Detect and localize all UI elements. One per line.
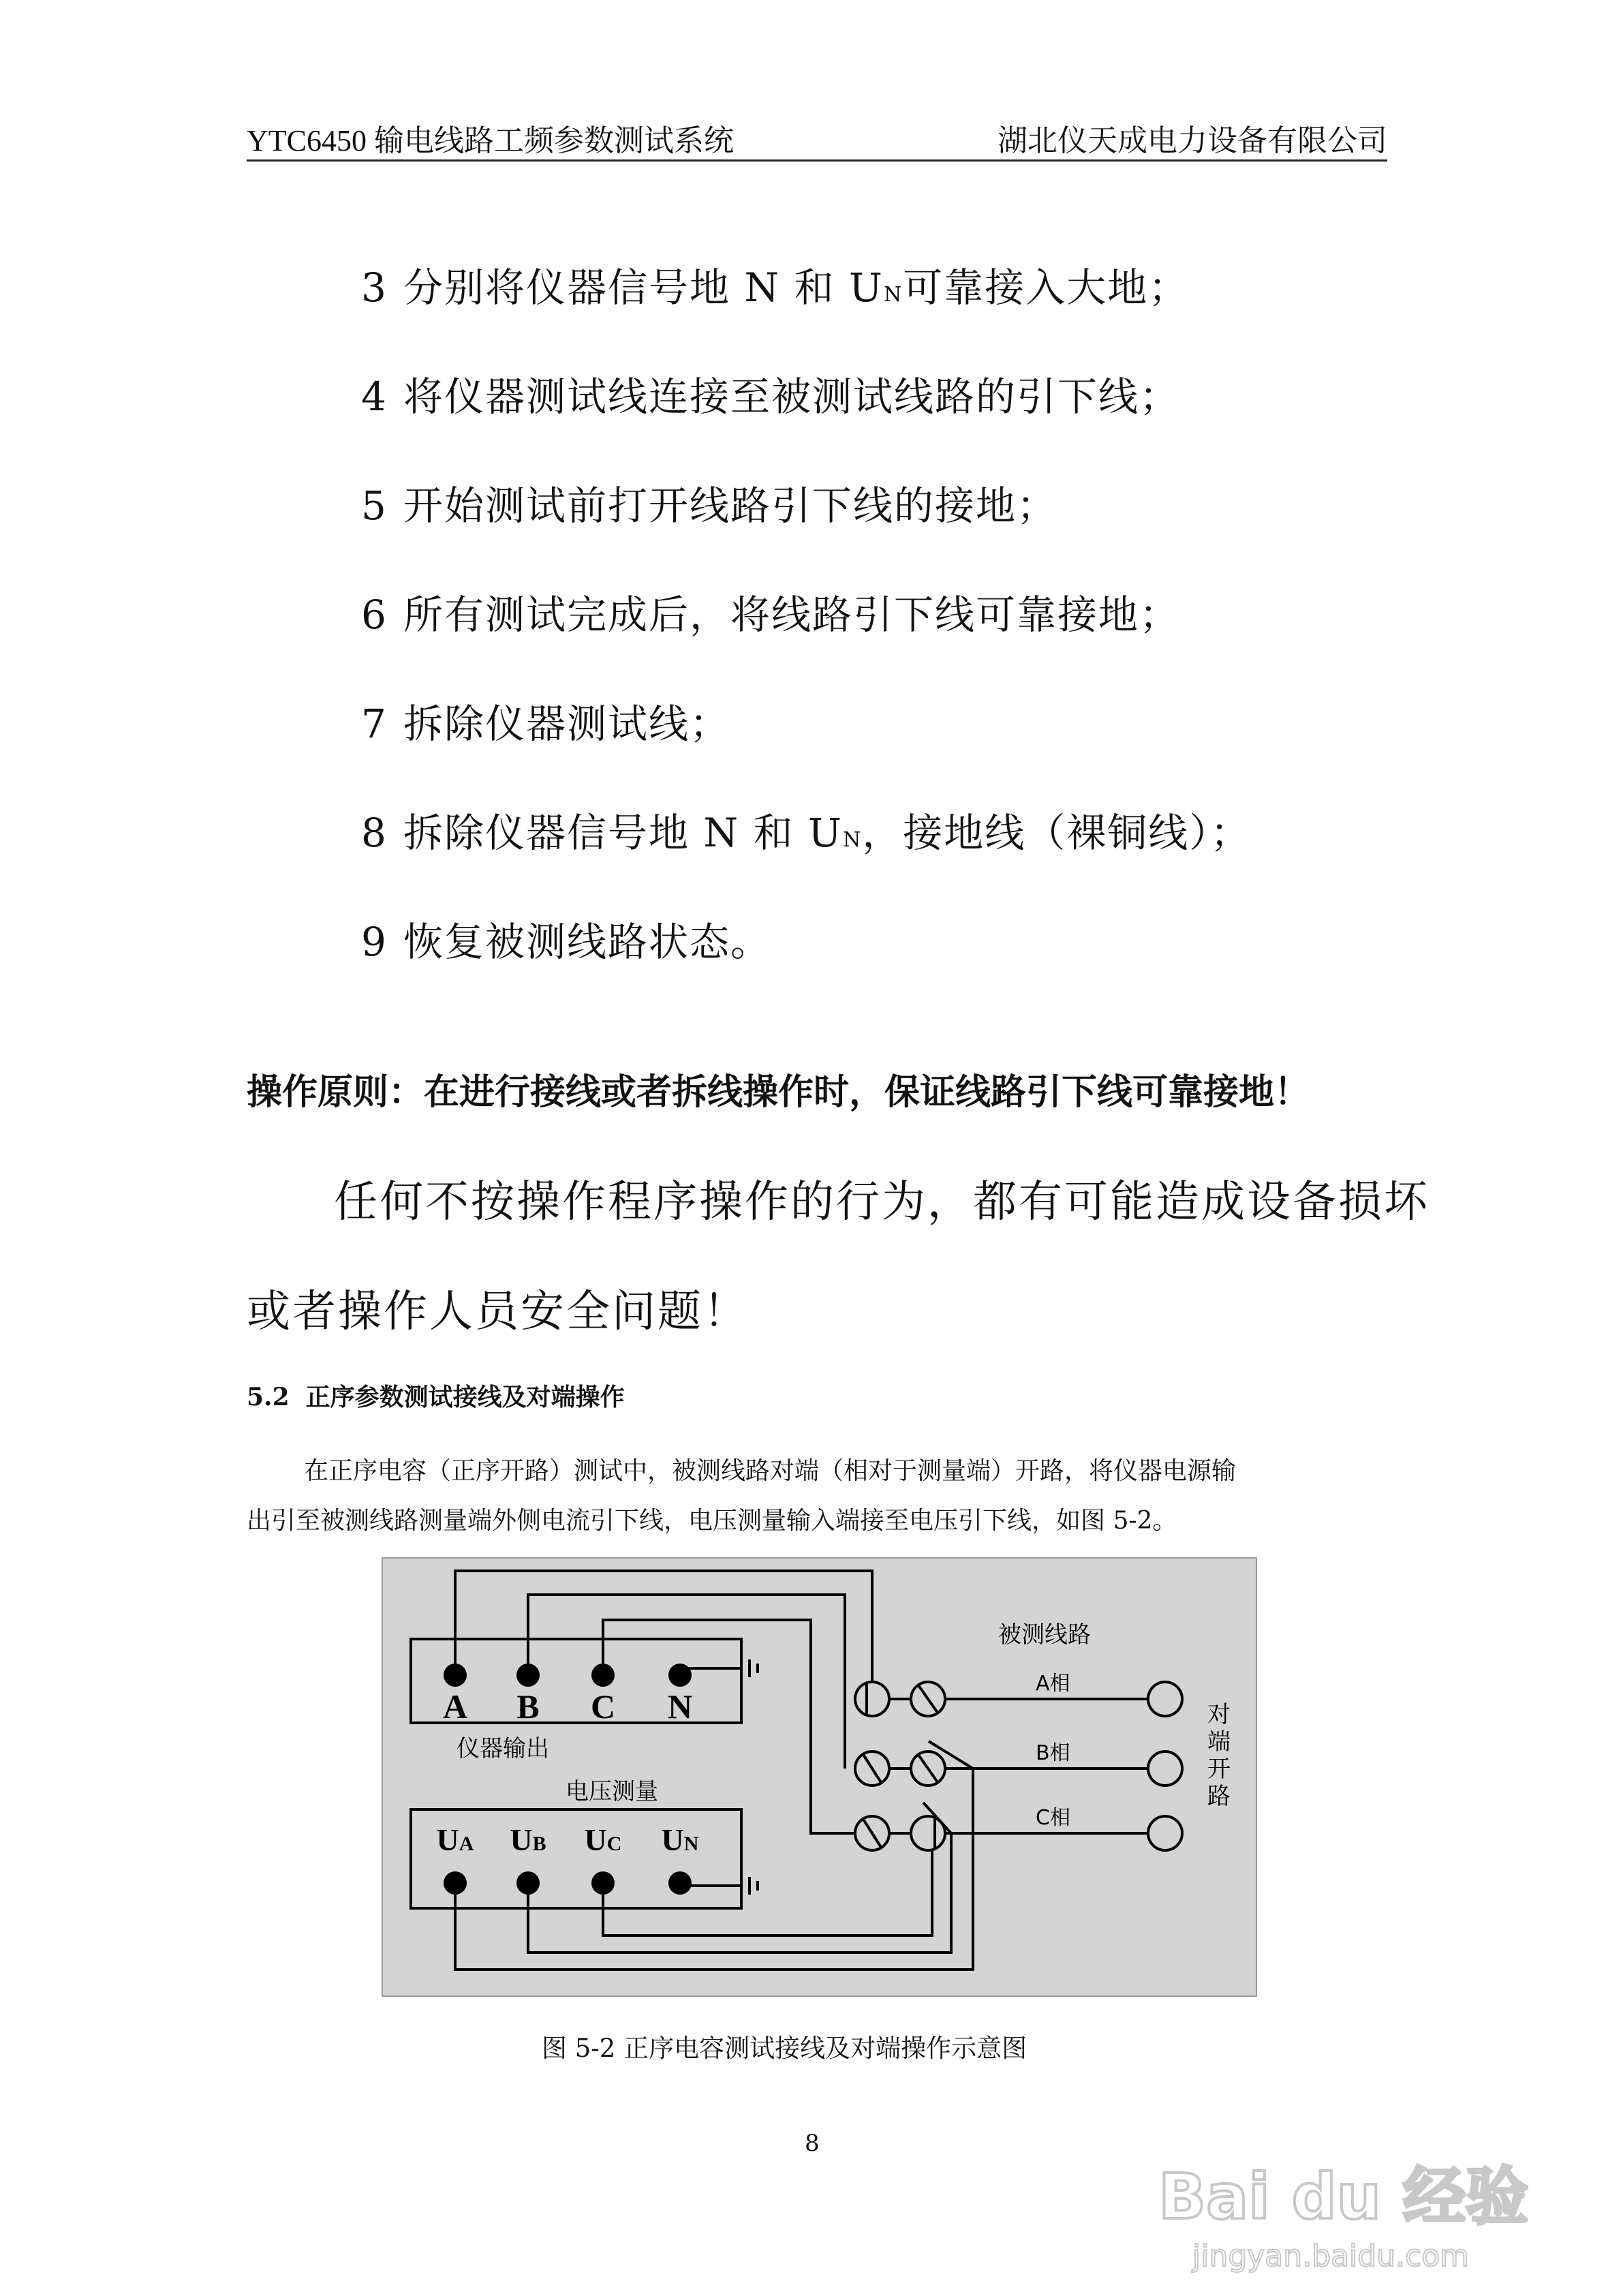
- section-title: 正序参数测试接线及对端操作: [305, 1383, 625, 1411]
- baidu-jingyan-watermark: [1151, 2154, 1533, 2283]
- step-text: 拆除仪器信号地 N 和 U: [403, 810, 843, 856]
- step-subscript: N: [883, 283, 903, 307]
- far-end-label-2: 端: [1207, 1728, 1231, 1756]
- step-4: [361, 365, 1180, 422]
- voltage-label-ua: UA: [436, 1822, 474, 1857]
- near-terminal-a-outer: [855, 1682, 889, 1716]
- voltage-label-ub: UB: [510, 1822, 546, 1857]
- warning-line-2: 或者操作人员安全问题！: [247, 1287, 749, 1337]
- far-end-label-4: 路: [1207, 1783, 1231, 1810]
- voltage-label-un: UN: [661, 1822, 699, 1857]
- step-text: 开始测试前打开线路引下线的接地；: [403, 483, 1058, 529]
- step-text: 将仪器测试线连接至被测试线路的引下线；: [403, 373, 1181, 420]
- operation-principle: 操作原则：在进行接线或者拆线操作时，保证线路引下线可靠接地！: [247, 1072, 1310, 1113]
- step-text-tail: ，接地线（裸铜线）；: [862, 810, 1252, 856]
- section-paragraph-line-1: 在正序电容（正序开路）测试中，被测线路对端（相对于测量端）开路，将仪器电源输: [304, 1457, 1237, 1485]
- far-terminal-b: [1148, 1751, 1182, 1786]
- terminal-ub: [516, 1871, 540, 1895]
- watermark-url: jingyan.baidu.com: [1192, 2239, 1470, 2274]
- step-text: 所有测试完成后，将线路引下线可靠接地；: [403, 592, 1181, 638]
- step-9: [361, 910, 771, 967]
- line-under-test-label: 被测线路: [998, 1621, 1091, 1649]
- terminal-n: [668, 1664, 692, 1687]
- step-number: 3: [361, 264, 388, 311]
- step-number: 7: [361, 701, 388, 747]
- header-company-name: 湖北仪天成电力设备有限公司: [998, 123, 1387, 158]
- watermark-logo-text: Bai du 经验: [1158, 2160, 1529, 2233]
- step-text: 拆除仪器测试线；: [403, 701, 731, 747]
- output-label-b: B: [516, 1687, 540, 1726]
- step-number: 8: [361, 810, 388, 856]
- step-6: [361, 583, 1180, 640]
- header-product-title: YTC6450 输电线路工频参数测试系统: [247, 124, 734, 157]
- step-subscript: N: [842, 828, 863, 852]
- figure-caption: 图 5-2 正序电容测试接线及对端操作示意图: [542, 2034, 1027, 2063]
- terminal-ua: [444, 1871, 467, 1895]
- step-3: [361, 256, 1189, 313]
- far-terminal-c: [1148, 1816, 1182, 1850]
- far-end-label-1: 对: [1207, 1701, 1231, 1728]
- section-number: 5.2: [247, 1383, 290, 1411]
- instrument-output-label: 仪器输出: [457, 1735, 549, 1762]
- step-5: [361, 474, 1057, 531]
- output-label-c: C: [590, 1687, 616, 1726]
- voltage-label-uc: UC: [584, 1822, 622, 1857]
- output-label-a: A: [442, 1687, 468, 1726]
- section-heading: [247, 1378, 625, 1413]
- phase-label-c: C相: [1036, 1806, 1070, 1830]
- header-divider: [247, 159, 1387, 162]
- step-number: 9: [361, 919, 388, 965]
- page-number: 8: [805, 2130, 820, 2157]
- step-7: [361, 692, 730, 749]
- terminal-un: [668, 1871, 692, 1895]
- phase-label-b: B相: [1036, 1741, 1070, 1765]
- far-terminal-a: [1148, 1682, 1182, 1716]
- step-text-tail: 可靠接入大地；: [903, 264, 1190, 311]
- output-label-n: N: [667, 1687, 693, 1726]
- step-8: [361, 801, 1251, 858]
- section-paragraph-line-2: 出引至被测线路测量端外侧电流引下线，电压测量输入端接至电压引下线，如图 5-2。: [247, 1507, 1177, 1535]
- step-text: 恢复被测线路状态。: [403, 919, 772, 965]
- near-terminal-c-inner: [911, 1816, 945, 1850]
- warning-line-1: 任何不按操作程序操作的行为，都有可能造成设备损坏: [334, 1177, 1429, 1227]
- terminal-a: [444, 1664, 467, 1687]
- step-number: 5: [361, 483, 388, 529]
- step-number: 6: [361, 592, 388, 638]
- far-end-label-3: 开: [1207, 1756, 1231, 1783]
- terminal-b: [516, 1664, 540, 1687]
- phase-label-a: A相: [1036, 1672, 1070, 1696]
- figure-background: [382, 1558, 1256, 1996]
- step-number: 4: [361, 373, 388, 420]
- wiring-diagram: [382, 1557, 1257, 1997]
- step-text: 分别将仪器信号地 N 和 U: [403, 264, 884, 311]
- terminal-c: [591, 1664, 615, 1687]
- terminal-uc: [591, 1871, 615, 1895]
- voltage-measurement-label: 电压测量: [566, 1778, 658, 1805]
